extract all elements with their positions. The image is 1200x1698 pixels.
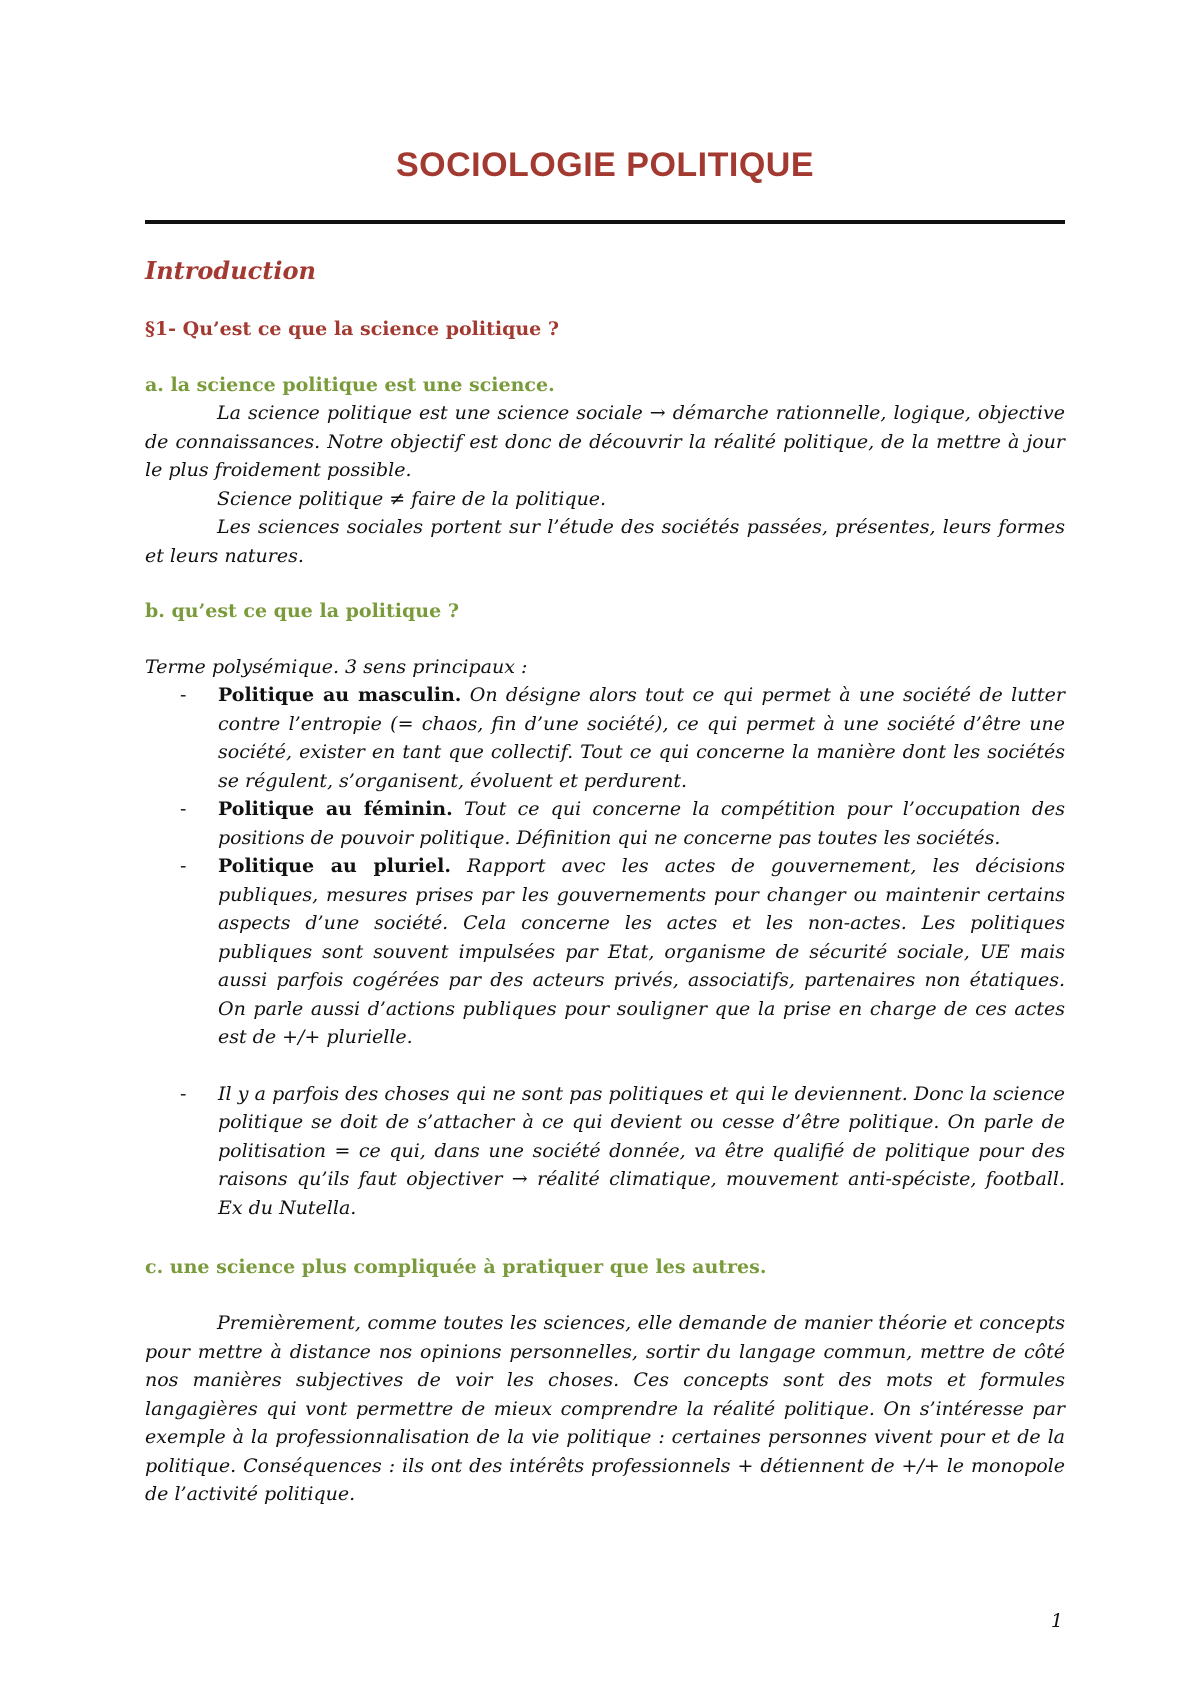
list-dash: - xyxy=(180,855,187,877)
subsection-c-heading: c. une science plus compliquée à pratiquer que les autres. xyxy=(145,1256,767,1278)
document-title: SOCIOLOGIE POLITIQUE xyxy=(395,146,815,184)
list-item-text: Il y a parfois des choses qui ne sont pas politiques et qui le deviennent. Donc la science politique se doit de s’attacher à ce qui devient ou cesse d’être politique. On parle de politisation = ce qui, dans une société donnée, va être qualifié de politique pour des raisons qu’ils faut objectiver → réalité climatique, mouvement anti-spéciste, football. Ex du Nutella. xyxy=(218,1082,1065,1219)
list-dash: - xyxy=(180,798,187,820)
list-item-text: Rapport avec les actes de gouvernement, les décisions publiques, mesures prises par les gouvernements pour changer ou maintenir certains aspects d’une société. Cela concerne les actes et les non-actes. Les politiques publiques sont souvent impulsées par Etat, organisme de sécurité sociale, UE mais aussi parfois cogérées par des acteurs privés, associatifs, partenaires non étatiques. On parle aussi d’actions publiques pour souligner que la prise en charge de ces actes est de +/+ plurielle. xyxy=(218,855,1065,1048)
section-1-heading: §1- Qu’est ce que la science politique ? xyxy=(145,318,560,340)
paragraph: Premièrement, comme toutes les sciences, elle demande de manier théorie et concepts pour mettre à distance nos opinions personnelles, sortir du langage commun, mettre de côté nos manières subjectives de voir les choses. Ces concepts sont des mots et formules langagières qui vont permettre de mieux comprendre la réalité politique. On s’intéresse par exemple à la professionnalisation de la vie politique : certaines personnes vivent pour et de la politique. Conséquences : ils ont des intérêts professionnels + détiennent de +/+ le monopole de l’activité politique. xyxy=(145,1312,1065,1505)
list-dash: - xyxy=(180,1082,187,1105)
list-item-term: Politique au masculin. xyxy=(218,684,462,706)
list-dash: - xyxy=(180,684,187,706)
list-item xyxy=(145,1080,1065,1223)
paragraph: Terme polysémique. 3 sens principaux : xyxy=(145,656,528,678)
paragraph: La science politique est une science sociale → démarche rationnelle, logique, objective de connaissances. Notre objectif est donc de découvrir la réalité politique, de la mettre à jour le plus froidement possible. xyxy=(145,402,1065,481)
title-divider xyxy=(145,220,1065,224)
subsection-c-body xyxy=(145,1309,1065,1509)
introduction-heading: Introduction xyxy=(145,256,316,285)
subsection-b-heading: b. qu’est ce que la politique ? xyxy=(145,600,459,622)
meanings-list xyxy=(145,681,1065,1222)
subsection-b-lead xyxy=(145,653,1065,682)
list-item xyxy=(145,852,1065,1052)
paragraph: Les sciences sociales portent sur l’étude des sociétés passées, présentes, leurs formes et leurs natures. xyxy=(145,516,1065,567)
list-item-term: Politique au pluriel. xyxy=(218,855,451,877)
list-item xyxy=(145,795,1065,852)
list-item-text: On désigne alors tout ce qui permet à une société de lutter contre l’entropie (= chaos, fin d’une société), ce qui permet à une société d’être une société, exister en tant que collectif. Tout ce qui concerne la manière dont les sociétés se régulent, s’organisent, évoluent et perdurent. xyxy=(218,684,1066,792)
page-number: 1 xyxy=(1050,1610,1063,1632)
list-item-term: Politique au féminin. xyxy=(218,798,453,820)
subsection-a-heading: a. la science politique est une science. xyxy=(145,374,555,396)
list-item-text: Tout ce qui concerne la compétition pour l’occupation des positions de pouvoir politique. Définition qui ne concerne pas toutes les sociétés. xyxy=(218,798,1066,849)
paragraph: Science politique ≠ faire de la politique. xyxy=(217,487,607,510)
subsection-a-body xyxy=(145,399,1065,570)
list-item xyxy=(145,681,1065,795)
